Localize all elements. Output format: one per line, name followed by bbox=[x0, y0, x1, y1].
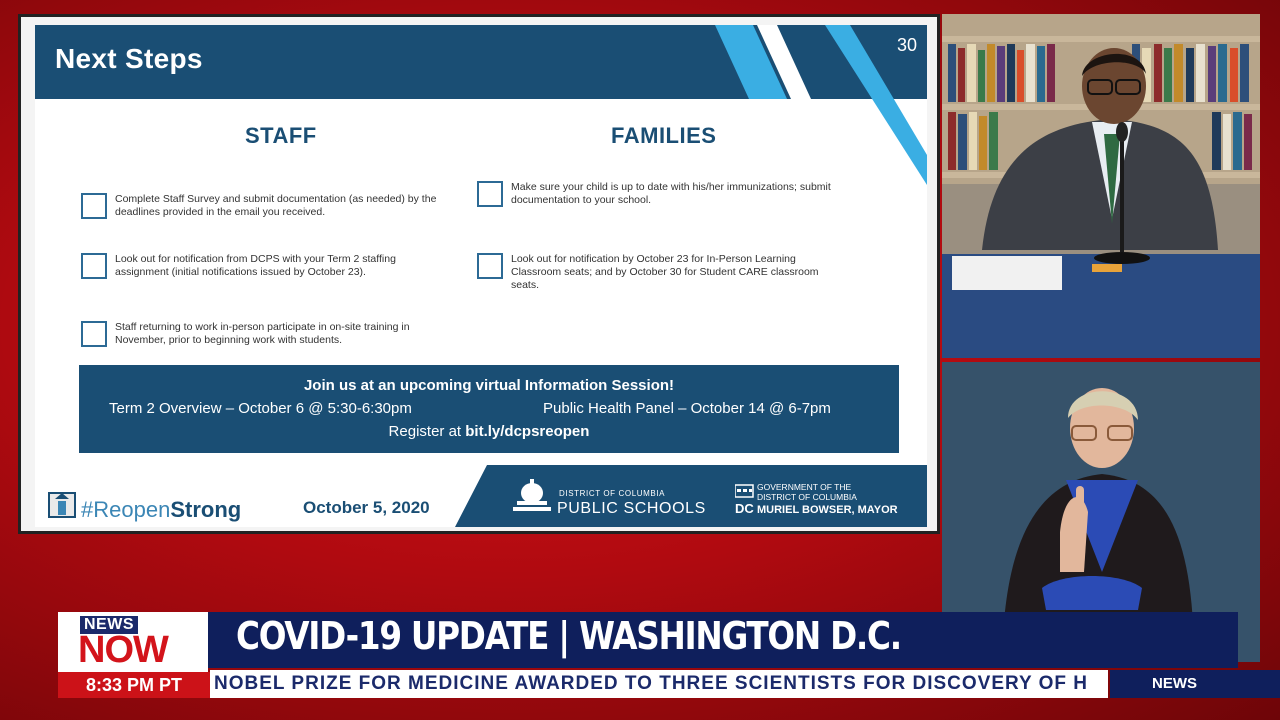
speaker-scene-image bbox=[942, 14, 1260, 358]
family-item-text: Make sure your child is up to date with his/her immunizations; submit documentation to your school. bbox=[511, 181, 831, 206]
staff-checklist-item bbox=[81, 253, 451, 279]
family-checklist-item bbox=[477, 253, 837, 292]
reopen-strong-hashtag bbox=[81, 497, 241, 523]
dc-flag-icon bbox=[735, 483, 755, 515]
headline-text: COVID-19 UPDATE | WASHINGTON D.C. bbox=[236, 614, 901, 658]
staff-item-text: Staff returning to work in-person participate in on-site training in November, prior to beginning work with students. bbox=[115, 321, 410, 346]
reopen-building-icon bbox=[47, 489, 77, 519]
slide-footer bbox=[35, 465, 927, 527]
slide-date: October 5, 2020 bbox=[303, 498, 430, 517]
hashtag-prefix: #Reopen bbox=[81, 497, 171, 522]
logo-news-text: NEWS bbox=[80, 616, 138, 634]
staff-heading: STAFF bbox=[245, 123, 317, 148]
logo-now-text: NOW bbox=[78, 629, 168, 671]
info-session-heading: Join us at an upcoming virtual Information Session! bbox=[303, 377, 675, 394]
presentation-slide-frame bbox=[18, 14, 940, 534]
family-checklist-item bbox=[477, 181, 877, 207]
term2-overview-session: Term 2 Overview – October 6 @ 5:30-6:30pm bbox=[109, 400, 412, 417]
news-ticker bbox=[210, 670, 1108, 698]
families-heading: FAMILIES bbox=[611, 123, 717, 148]
broadcast-time: 8:33 PM PT bbox=[58, 672, 210, 698]
checkbox-icon bbox=[477, 181, 503, 207]
government-logo-text bbox=[757, 483, 857, 502]
checkbox-icon bbox=[477, 253, 503, 279]
slide-page-number: 30 bbox=[896, 35, 917, 55]
staff-checklist-item bbox=[81, 193, 461, 219]
register-prefix: Register at bbox=[388, 423, 466, 440]
public-health-panel-session: Public Health Panel – October 14 @ 6-7pm bbox=[543, 400, 831, 417]
staff-item-text: Look out for notification from DCPS with your Term 2 staffing assignment (initial notifications issued by October 23). bbox=[115, 253, 396, 278]
dcps-logo-line2: PUBLIC SCHOOLS bbox=[557, 500, 706, 517]
news-now-logo bbox=[58, 612, 208, 672]
hashtag-bold: Strong bbox=[170, 497, 242, 522]
checkbox-icon bbox=[81, 321, 107, 347]
speaker-video-feed bbox=[942, 14, 1260, 358]
svg-text:DC: DC bbox=[735, 501, 754, 515]
slide-title: Next Steps bbox=[55, 43, 203, 74]
gov-line2: DISTRICT OF COLUMBIA bbox=[757, 491, 857, 502]
gov-line1: GOVERNMENT OF THE bbox=[757, 482, 852, 492]
family-item-text: Look out for notification by October 23 for In-Person Learning Classroom seats; and by October 30 for Student CARE classroom seats. bbox=[511, 253, 819, 291]
mayor-name: MURIEL BOWSER, MAYOR bbox=[757, 504, 898, 516]
capitol-dome-icon bbox=[511, 479, 553, 513]
ticker-text: NOBEL PRIZE FOR MEDICINE AWARDED TO THREE SCIENTISTS FOR DISCOVERY OF H bbox=[214, 673, 1089, 694]
register-link: bit.ly/dcpsreopen bbox=[465, 423, 590, 440]
presentation-slide bbox=[35, 25, 927, 527]
checkbox-icon bbox=[81, 253, 107, 279]
dcps-logo-line1: DISTRICT OF COLUMBIA bbox=[559, 489, 666, 498]
checkbox-icon bbox=[81, 193, 107, 219]
staff-checklist-item bbox=[81, 321, 461, 347]
staff-item-text: Complete Staff Survey and submit documentation (as needed) by the deadlines provided in the email you received. bbox=[115, 193, 437, 218]
info-session-box bbox=[79, 365, 899, 453]
register-line bbox=[79, 423, 899, 440]
ticker-label: NEWS bbox=[1110, 670, 1280, 698]
